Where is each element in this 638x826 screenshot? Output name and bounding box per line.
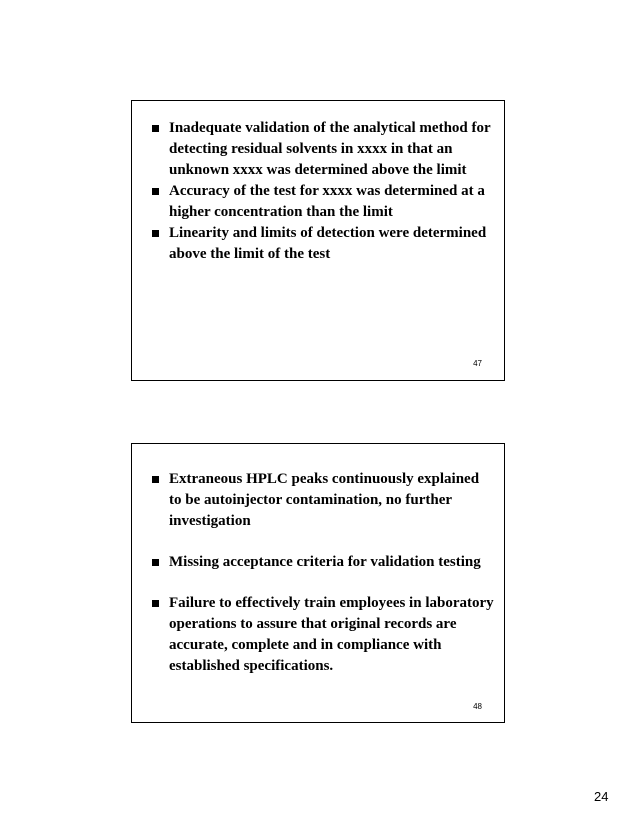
square-bullet-icon [152, 600, 159, 607]
bullet-item [151, 593, 494, 677]
square-bullet-icon [152, 476, 159, 483]
slide-48 [131, 443, 505, 723]
slide-number: 47 [473, 359, 482, 368]
square-bullet-icon [152, 188, 159, 195]
slide-number: 48 [473, 702, 482, 711]
bullet-text: Linearity and limits of detection were determined above the limit of the test [169, 225, 487, 262]
bullet-text: Accuracy of the test for xxxx was determined at a higher concentration than the limit [169, 183, 485, 220]
square-bullet-icon [152, 559, 159, 566]
bullet-text: Failure to effectively train employees in laboratory operations to assure that original records are accurate, complete and in compliance with established specifications. [169, 595, 494, 674]
slide-48-bullet-list [151, 469, 494, 677]
bullet-item [151, 223, 494, 265]
slide-47 [131, 100, 505, 381]
square-bullet-icon [152, 125, 159, 132]
bullet-text: Extraneous HPLC peaks continuously explained to be autoinjector contamination, no further investigation [169, 471, 480, 529]
bullet-text: Missing acceptance criteria for validation testing [169, 554, 481, 570]
bullet-item [151, 118, 494, 181]
bullet-text: Inadequate validation of the analytical method for detecting residual solvents in xxxx in that an unknown xxxx was determined above the limit [169, 120, 491, 178]
bullet-item [151, 469, 494, 532]
page-number: 24 [594, 789, 609, 804]
bullet-item [151, 552, 494, 573]
square-bullet-icon [152, 230, 159, 237]
slide-47-bullet-list [151, 118, 494, 265]
bullet-item [151, 181, 494, 223]
